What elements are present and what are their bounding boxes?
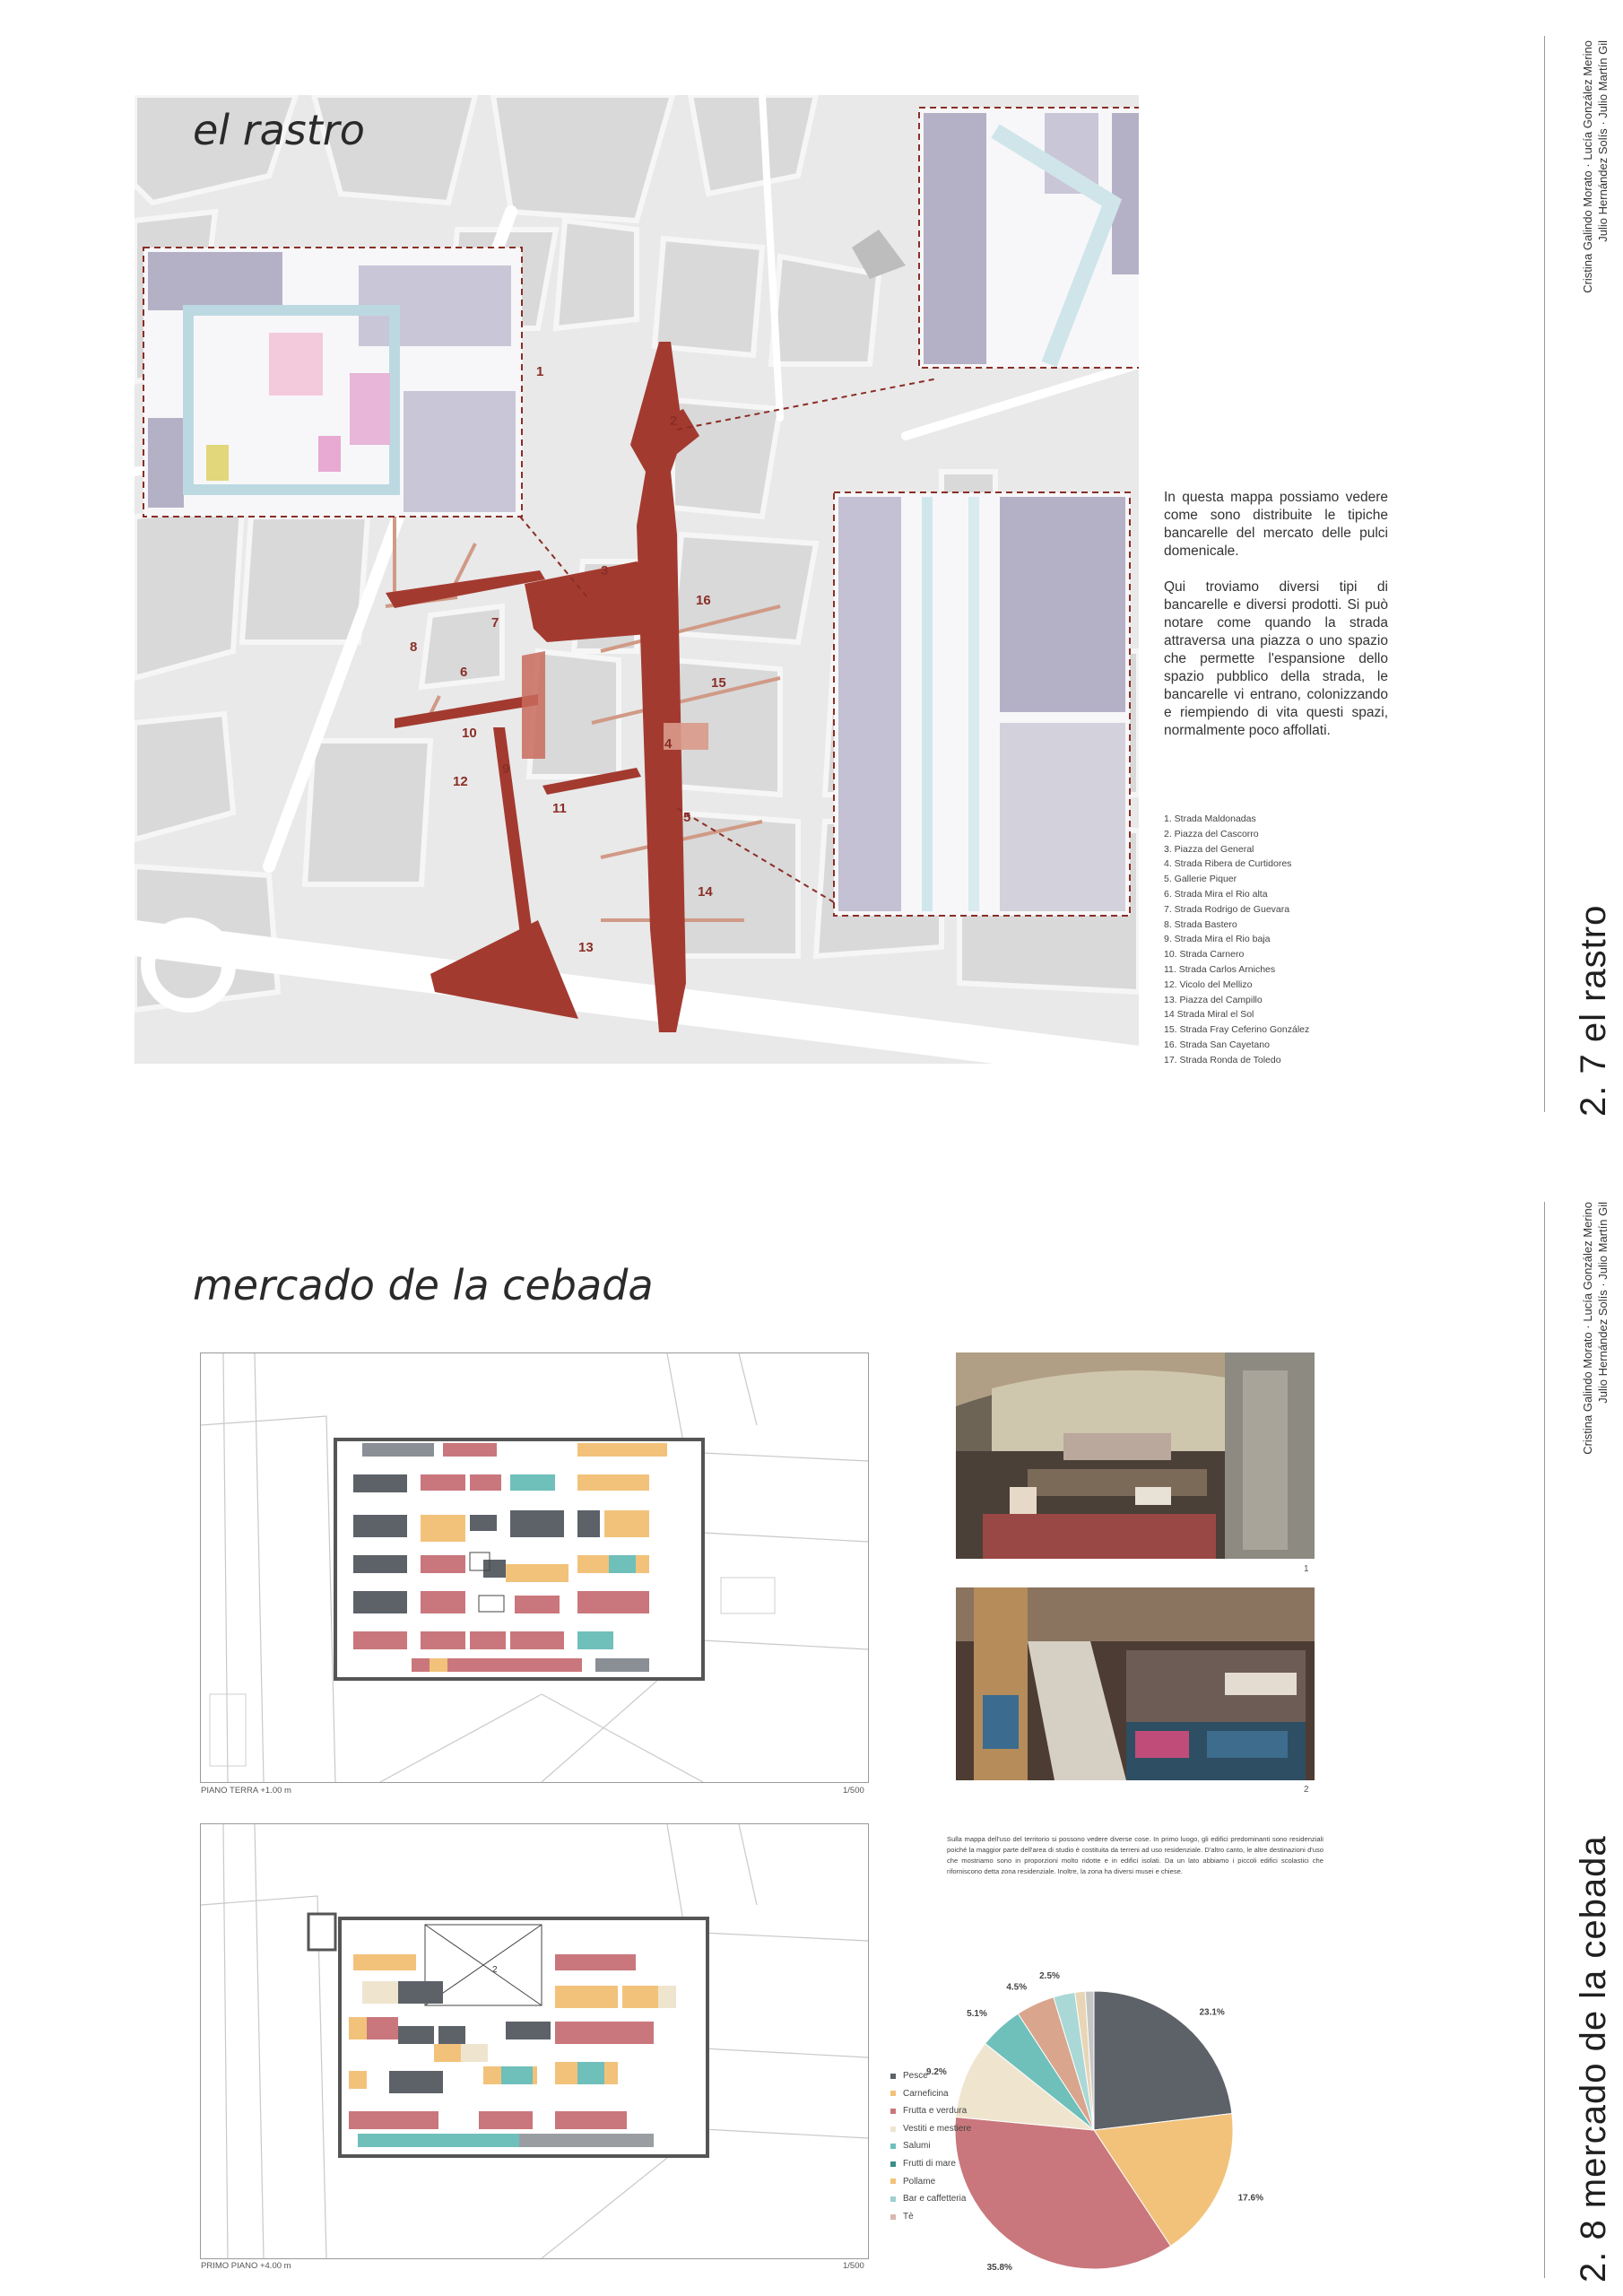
legend-swatch (890, 2074, 896, 2079)
side-divider (1544, 36, 1545, 1112)
map-number: 7 (491, 615, 499, 631)
legend-label: Carneficina (903, 2088, 949, 2099)
street-legend-item: 13. Piazza del Campillo (1164, 994, 1263, 1005)
ground-floor-plan (200, 1352, 869, 1783)
street-legend-item: 2. Piazza del Cascorro (1164, 828, 1259, 839)
pie-data-label: 35.8% (986, 2262, 1012, 2273)
first-floor-plan (200, 1823, 869, 2259)
map-number: 10 (462, 726, 477, 741)
map-number: 3 (601, 563, 609, 578)
photo1-number: 1 (1304, 1564, 1309, 1574)
legend-swatch (890, 2179, 896, 2184)
pie-data-label: 5.1% (967, 2009, 987, 2020)
legend-item (890, 2173, 971, 2191)
plan2-scale: 1/500 (843, 2261, 864, 2271)
rastro-map (135, 95, 1139, 1064)
authors-line: Cristina Galindo Morato · Lucía González Merino (1581, 1202, 1594, 1455)
legend-label: Tè (903, 2211, 914, 2222)
pie-data-label: 17.6% (1237, 2193, 1263, 2204)
legend-swatch (890, 2196, 896, 2202)
street-legend-item: 4. Strada Ribera de Curtidores (1164, 858, 1292, 870)
street-legend-item: 6. Strada Mira el Rio alta (1164, 888, 1268, 900)
inset-cascorro-detail (919, 108, 1139, 368)
legend-item (890, 2155, 971, 2173)
street-legend-item: 9. Strada Mira el Rio baja (1164, 934, 1271, 945)
pie-data-label: 4.5% (1006, 1982, 1028, 1993)
legend-swatch (890, 2091, 896, 2096)
legend-label: Bar e caffetteria (903, 2194, 967, 2205)
street-legend-item: 10. Strada Carnero (1164, 949, 1245, 961)
legend-swatch (890, 2214, 896, 2220)
plan1-caption: PIANO TERRA +1.00 m (201, 1786, 291, 1796)
street-legend-item: 7. Strada Rodrigo de Guevara (1164, 903, 1290, 915)
section-title-rastro: 2. 7 el rastro (1574, 904, 1613, 1117)
legend-swatch (890, 2126, 896, 2132)
legend-swatch (890, 2144, 896, 2149)
map-number: 1 (536, 364, 544, 379)
map-number: 9 (502, 761, 510, 777)
rastro-street-legend (1164, 812, 1415, 1068)
map-number: 8 (410, 639, 418, 655)
mercado-title: mercado de la cebada (193, 1261, 654, 1309)
legend-item (890, 2085, 971, 2103)
legend-item (890, 2120, 971, 2138)
map-number: 16 (696, 593, 711, 608)
legend-label: Vestiti e mestiere (903, 2123, 972, 2134)
rastro-description-p1: In questa mappa possiamo vedere come sono distribuite le tipiche bancarelle del mercato delle pulci domenicale. (1164, 490, 1388, 559)
street-legend-item: 8. Strada Bastero (1164, 918, 1237, 930)
street-legend-item: 15. Strada Fray Ceferino González (1164, 1024, 1310, 1036)
map-number: 15 (711, 675, 726, 691)
authors-block (1580, 40, 1610, 345)
street-legend-item: 1. Strada Maldonadas (1164, 813, 1256, 824)
map-number: 13 (578, 940, 594, 955)
rastro-description-p2: Qui troviamo diversi tipi di bancarelle e diversi prodotti. Si può notare come quando la strada attraversa una piazza o uno spazio che permette l'espansione dello spazio pubblico della strada, le bancarelle vi entrano, colonizzando e riempiendo di vita questi spazi, normalmente poco affollati. (1164, 579, 1388, 738)
legend-item (890, 2102, 971, 2120)
legend-item (890, 2137, 971, 2155)
rastro-description (1164, 489, 1388, 758)
street-legend-item: 16. Strada San Cayetano (1164, 1039, 1270, 1050)
pie-legend (890, 2067, 971, 2225)
map-number: 14 (698, 884, 713, 900)
legend-label: Pollame (903, 2176, 936, 2187)
legend-label: Salumi (903, 2141, 931, 2152)
legend-item (890, 2190, 971, 2208)
authors-block (1580, 1202, 1610, 1507)
legend-item (890, 2067, 971, 2085)
authors-line: Julio Hernández Solís · Julio Martín Gil (1596, 1202, 1610, 1404)
street-legend-item: 14 Strada Miral el Sol (1164, 1009, 1254, 1021)
street-legend-item: 12. Vicolo del Mellizo (1164, 978, 1253, 990)
pie-data-label: 23.1% (1199, 2007, 1225, 2018)
inset-ribera-detail (834, 492, 1130, 916)
plan2-marker: 2 (492, 1965, 498, 1975)
mercado-description: Sulla mappa dell'uso del territorio si possono vedere diverse cose. In primo luogo, gli edifici predominanti sono residenziali poiché la maggior parte dell'area di studio è costituita da terreni ad uso residenziale. D'altro canto, le altre destinazioni d'uso che mostriamo sono in proporzioni molto ridotte e in edifici isolati. Da un lato abbiamo i piccoli edifici scolastici che riforniscono detta zona residenziale. Inoltre, la zona ha diversi musei e chiese. (947, 1835, 1324, 1875)
map-number: 11 (552, 801, 567, 816)
legend-item (890, 2208, 971, 2226)
photo2-number: 2 (1304, 1785, 1309, 1795)
street-legend-item: 3. Piazza del General (1164, 843, 1254, 855)
market-photo-1 (956, 1352, 1315, 1559)
section-title-mercado: 2. 8 mercado de la cebada (1574, 1835, 1613, 2283)
map-number: 4 (664, 736, 673, 752)
pie-data-label: 9.2% (926, 2066, 947, 2077)
map-number: 6 (460, 665, 468, 680)
street-legend-item: 11. Strada Carlos Arniches (1164, 963, 1276, 975)
map-number: 5 (683, 810, 691, 825)
plan2-caption: PRIMO PIANO +4.00 m (201, 2261, 291, 2271)
map-number: 12 (453, 774, 468, 789)
market-photo-2 (956, 1587, 1315, 1780)
authors-line: Cristina Galindo Morato · Lucía González Merino (1581, 40, 1594, 293)
plan1-scale: 1/500 (843, 1786, 864, 1796)
legend-swatch (890, 2109, 896, 2114)
map-number: 2 (670, 413, 678, 429)
legend-label: Pesce (903, 2071, 928, 2081)
inset-plaza-detail (143, 248, 522, 517)
pie-data-label: 2.5% (1039, 1971, 1060, 1982)
street-legend-item: 17. Strada Ronda de Toledo (1164, 1054, 1281, 1065)
authors-line: Julio Hernández Solís · Julio Martín Gil (1596, 40, 1610, 242)
rastro-title: el rastro (193, 106, 365, 154)
legend-label: Frutta e verdura (903, 2106, 968, 2117)
legend-swatch (890, 2161, 896, 2167)
street-legend-item: 5. Gallerie Piquer (1164, 874, 1237, 885)
side-divider (1544, 1202, 1545, 2278)
legend-label: Frutti di mare (903, 2158, 956, 2169)
